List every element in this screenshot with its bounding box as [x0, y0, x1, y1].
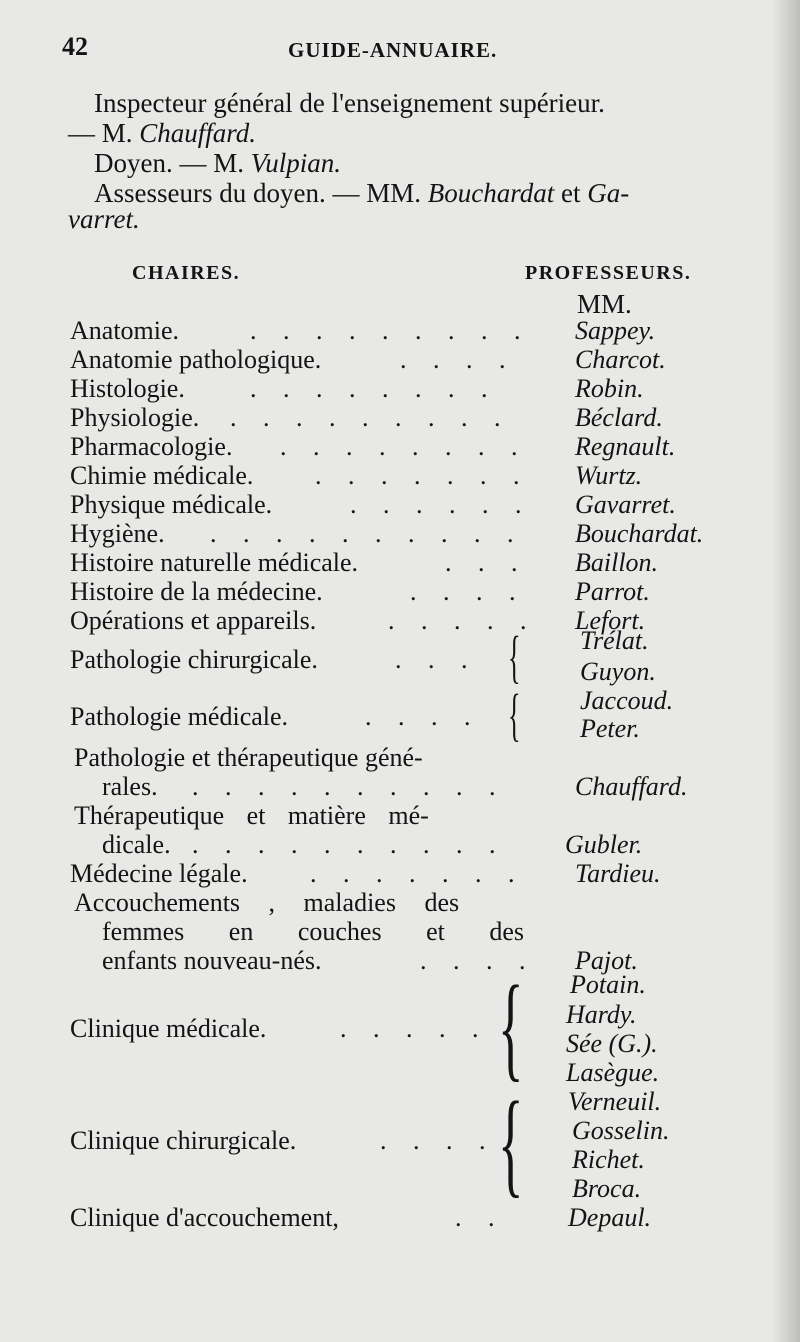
chair-name: Histoire de la médecine.	[70, 577, 323, 606]
leader-dots: . . . . . . . . . .	[192, 830, 506, 859]
intro-line-4	[94, 178, 629, 208]
chair-name: Clinique chirurgicale.	[70, 1126, 297, 1155]
chair-row	[70, 374, 730, 404]
chair-name-line-3: enfants nouveau-nés.	[102, 946, 322, 975]
professor-name: Lefort.	[575, 606, 646, 635]
chair-name-line-2: femmes en couches et des	[102, 917, 525, 946]
professor-name: Tardieu.	[575, 859, 661, 888]
leader-dots: . . . . . . . . .	[250, 316, 531, 345]
chair-name: Médecine légale.	[70, 859, 248, 888]
chair-row	[70, 1203, 730, 1233]
chair-name: Pathologie chirurgicale.	[70, 645, 318, 674]
professor-name: Gavarret.	[575, 490, 676, 519]
intro-line-3	[94, 148, 341, 178]
professor-name: Guyon.	[580, 657, 656, 686]
chair-name: Clinique d'accouchement,	[70, 1203, 339, 1232]
leader-dots: . . . .	[365, 702, 481, 731]
grouping-brace: {	[508, 682, 521, 747]
professor-name: Trélat.	[580, 626, 649, 655]
leader-dots: . . . .	[400, 345, 516, 374]
intro-line-2	[68, 118, 256, 148]
leader-dots: . . . . .	[388, 606, 537, 635]
professor-name: Pajot.	[575, 946, 638, 975]
assessors-and: et	[554, 178, 588, 208]
chair-name-line-1: Accouchements , maladies des	[74, 888, 460, 917]
page-edge-shadow	[772, 0, 800, 1342]
professor-name: Regnault.	[575, 432, 676, 461]
chair-row	[70, 345, 730, 375]
professor-name: Hardy.	[566, 1000, 637, 1029]
grouping-brace: {	[498, 961, 524, 1092]
chair-row	[102, 830, 730, 860]
chair-name-line-2: dicale.	[102, 830, 171, 859]
leader-dots: . . . . . .	[340, 1014, 522, 1043]
professor-name: Sée (G.).	[566, 1029, 658, 1058]
leader-dots: . . . . . . .	[310, 859, 525, 888]
chair-name: Clinique médicale.	[70, 1014, 267, 1043]
chair-name: Opérations et appareils.	[70, 606, 317, 635]
leader-dots: . . .	[445, 548, 528, 577]
professor-name: Peter.	[580, 714, 640, 743]
professor-name: Bouchardat.	[575, 519, 704, 548]
professor-name: Charcot.	[575, 345, 666, 374]
chair-row	[70, 432, 730, 462]
chair-name: Hygiène.	[70, 519, 165, 548]
professor-name: Baillon.	[575, 548, 659, 577]
professor-name: Potain.	[570, 970, 646, 999]
chair-name: Physiologie.	[70, 403, 200, 432]
professor-name: Gosselin.	[572, 1116, 670, 1145]
professor-name: Broca.	[572, 1174, 642, 1203]
intro-line-5: varret.	[68, 204, 140, 234]
chair-name: Anatomie.	[70, 316, 180, 345]
professor-name: Verneuil.	[568, 1087, 662, 1116]
leader-dots: . . . .	[380, 1126, 496, 1155]
professor-name: Gubler.	[565, 830, 643, 859]
chair-row	[70, 548, 730, 578]
chair-name: Physique médicale.	[70, 490, 273, 519]
professor-name: Depaul.	[568, 1203, 652, 1232]
chair-name: Histoire naturelle médicale.	[70, 548, 359, 577]
professor-name: Robin.	[575, 374, 644, 403]
dean-prefix: Doyen. — M.	[94, 148, 251, 178]
leader-dots: . . . . . .	[350, 490, 532, 519]
chair-row	[70, 859, 730, 889]
intro-line-1: Inspecteur général de l'enseignement supérieur.	[94, 88, 605, 118]
page-number: 42	[62, 32, 88, 61]
leader-dots: . . . .	[420, 946, 536, 975]
professor-name: Sappey.	[575, 316, 656, 345]
professor-name: Béclard.	[575, 403, 663, 432]
professor-name: Parrot.	[575, 577, 650, 606]
chair-row	[70, 490, 730, 520]
leader-dots: . . . . . . .	[315, 461, 530, 490]
chair-name: Anatomie pathologique.	[70, 345, 322, 374]
chair-name-line-1: Thérapeutique et matière mé-	[74, 801, 429, 830]
professor-name: Wurtz.	[575, 461, 643, 490]
leader-dots: . . . . . . . .	[280, 432, 528, 461]
chair-row	[102, 772, 730, 802]
leader-dots: . . . . . . . .	[250, 374, 498, 403]
chair-row	[70, 519, 730, 549]
chair-name: Pharmacologie.	[70, 432, 233, 461]
mm-label: MM.	[577, 289, 632, 319]
column-header-professors: PROFESSEURS.	[525, 262, 692, 284]
grouping-brace: {	[498, 1077, 524, 1208]
assessor-name-1: Bouchardat	[427, 178, 555, 208]
professor-name: Richet.	[572, 1145, 645, 1174]
chair-row	[70, 316, 730, 346]
leader-dots: . . .	[395, 645, 478, 674]
chair-row	[70, 461, 730, 491]
assessors-prefix: Assesseurs du doyen. — MM.	[94, 178, 428, 208]
running-title: GUIDE-ANNUAIRE.	[288, 38, 498, 62]
professor-name: Lasègue.	[566, 1058, 660, 1087]
chair-name: Pathologie médicale.	[70, 702, 289, 731]
leader-dots: . . . . . . . . .	[230, 403, 511, 432]
leader-dots: . .	[455, 1203, 505, 1232]
dean-name: Vulpian.	[250, 148, 341, 178]
leader-dots: . . . . . . . . . .	[210, 519, 524, 548]
column-header-chairs: CHAIRES.	[132, 262, 241, 284]
chair-row	[70, 403, 730, 433]
chair-name: Histologie.	[70, 374, 185, 403]
inspector-prefix: — M.	[68, 118, 140, 148]
chair-name-line-2: rales.	[102, 772, 158, 801]
leader-dots: . . . . . . . . . .	[192, 772, 506, 801]
inspector-name: Chauffard.	[139, 118, 257, 148]
leader-dots: . . . .	[410, 577, 526, 606]
chair-name: Chimie médicale.	[70, 461, 254, 490]
assessor-name-2-part1: Ga-	[587, 178, 630, 208]
professor-name: Jaccoud.	[580, 686, 674, 715]
chair-name-line-1: Pathologie et thérapeutique géné-	[74, 743, 423, 772]
chair-row	[70, 577, 730, 607]
professor-name: Chauffard.	[575, 772, 688, 801]
grouping-brace: {	[508, 624, 521, 689]
